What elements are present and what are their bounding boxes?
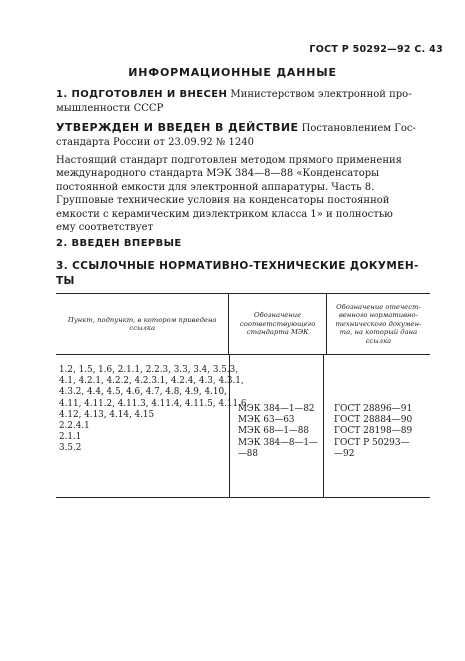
page-header: ГОСТ Р 50292—92 С. 43: [309, 44, 443, 55]
table-cell: 1.2, 1.5, 1.6, 2.1.1, 2.2.3, 3.3, 3.4, 3.5.3,: [59, 365, 239, 375]
approval-text-line1: Постановлением Гос-: [301, 123, 416, 134]
table-cell: 4.1, 4.2.1, 4.2.2, 4.2.3.1, 4.2.4, 4.3, 4.3.1,: [59, 376, 244, 387]
table-cell: МЭК 68—1—88: [238, 426, 309, 437]
table-cell: 2.2.4.1: [59, 421, 90, 432]
approval-heading: УТВЕРЖДЕН И ВВЕДЕН В ДЕЙСТВИЕ: [56, 121, 299, 134]
table-cell: ГОСТ 28896—91: [334, 404, 413, 414]
section-1: [56, 88, 428, 116]
description-line: ему соответствует: [56, 222, 154, 234]
section-3-heading-line1: 3. ССЫЛОЧНЫЕ НОРМАТИВНО-ТЕХНИЧЕСКИЕ ДОКУМЕН-: [56, 260, 419, 272]
table-cell: —92: [334, 448, 355, 459]
table-header-national: Обозначение отечест-венного нормативно-технического докумен-та, на который дана ссылка: [335, 302, 422, 345]
iec-column: [230, 355, 324, 497]
description-line: Групповые технические условия на конденсаторы постоянной: [56, 195, 390, 207]
section-1-heading: 1. ПОДГОТОВЛЕН И ВНЕСЕН: [56, 89, 228, 100]
table-cell: 2.1.1: [59, 432, 82, 443]
table-cell: ГОСТ Р 50293—: [334, 437, 410, 448]
section-1-text-line1: Министерством электронной про-: [230, 89, 412, 100]
section-1-text-line2: мышленности СССР: [56, 103, 164, 114]
section-3-heading: [56, 259, 436, 289]
reference-table: [56, 293, 430, 498]
description-line: постоянной емкости для электронной аппаратуры. Часть 8.: [56, 181, 375, 193]
national-column: [324, 355, 425, 497]
approval-text-line2: стандарта России от 23.09.92 № 1240: [56, 137, 254, 148]
table-cell: МЭК 384—1—82: [238, 404, 315, 414]
table-cell: ГОСТ 28884—90: [334, 415, 413, 426]
description-line: международного стандарта МЭК 384—8—88 «Конденсаторы: [56, 168, 380, 180]
description-line: емкости с керамическим диэлектриком класса 1» и полностью: [56, 208, 393, 220]
table-header-iec: Обозначение соответствующего стандарта МЭК: [229, 294, 326, 354]
standard-description: [56, 154, 428, 234]
table-header-row: [56, 294, 430, 355]
table-body: [56, 355, 430, 497]
description-line: Настоящий стандарт подготовлен методом прямого применения: [56, 155, 402, 166]
table-cell: МЭК 63—63: [238, 415, 295, 426]
table-cell: ГОСТ 28198—89: [334, 426, 413, 437]
table-cell: МЭК 384—8—1—: [238, 437, 318, 448]
table-cell: —88: [238, 448, 258, 459]
approval-paragraph: [56, 121, 428, 150]
page-title: ИНФОРМАЦИОННЫЕ ДАННЫЕ: [128, 66, 337, 79]
table-cell: 4.11, 4.11.2, 4.11.3, 4.11.4, 4.11.5, 4.11.6,: [59, 398, 250, 409]
table-cell: 3.5.2: [59, 443, 82, 454]
table-header-clause: Пункт, подпункт, в котором приведена ссылка: [56, 294, 229, 354]
section-3-heading-line2: ТЫ: [56, 275, 75, 287]
table-cell: 4.3.2, 4.4, 4.5, 4.6, 4.7, 4.8, 4.9, 4.10,: [59, 387, 227, 398]
section-2-heading: 2. ВВЕДЕН ВПЕРВЫЕ: [56, 238, 182, 249]
table-cell: 4.12, 4.13, 4.14, 4.15: [59, 409, 155, 420]
